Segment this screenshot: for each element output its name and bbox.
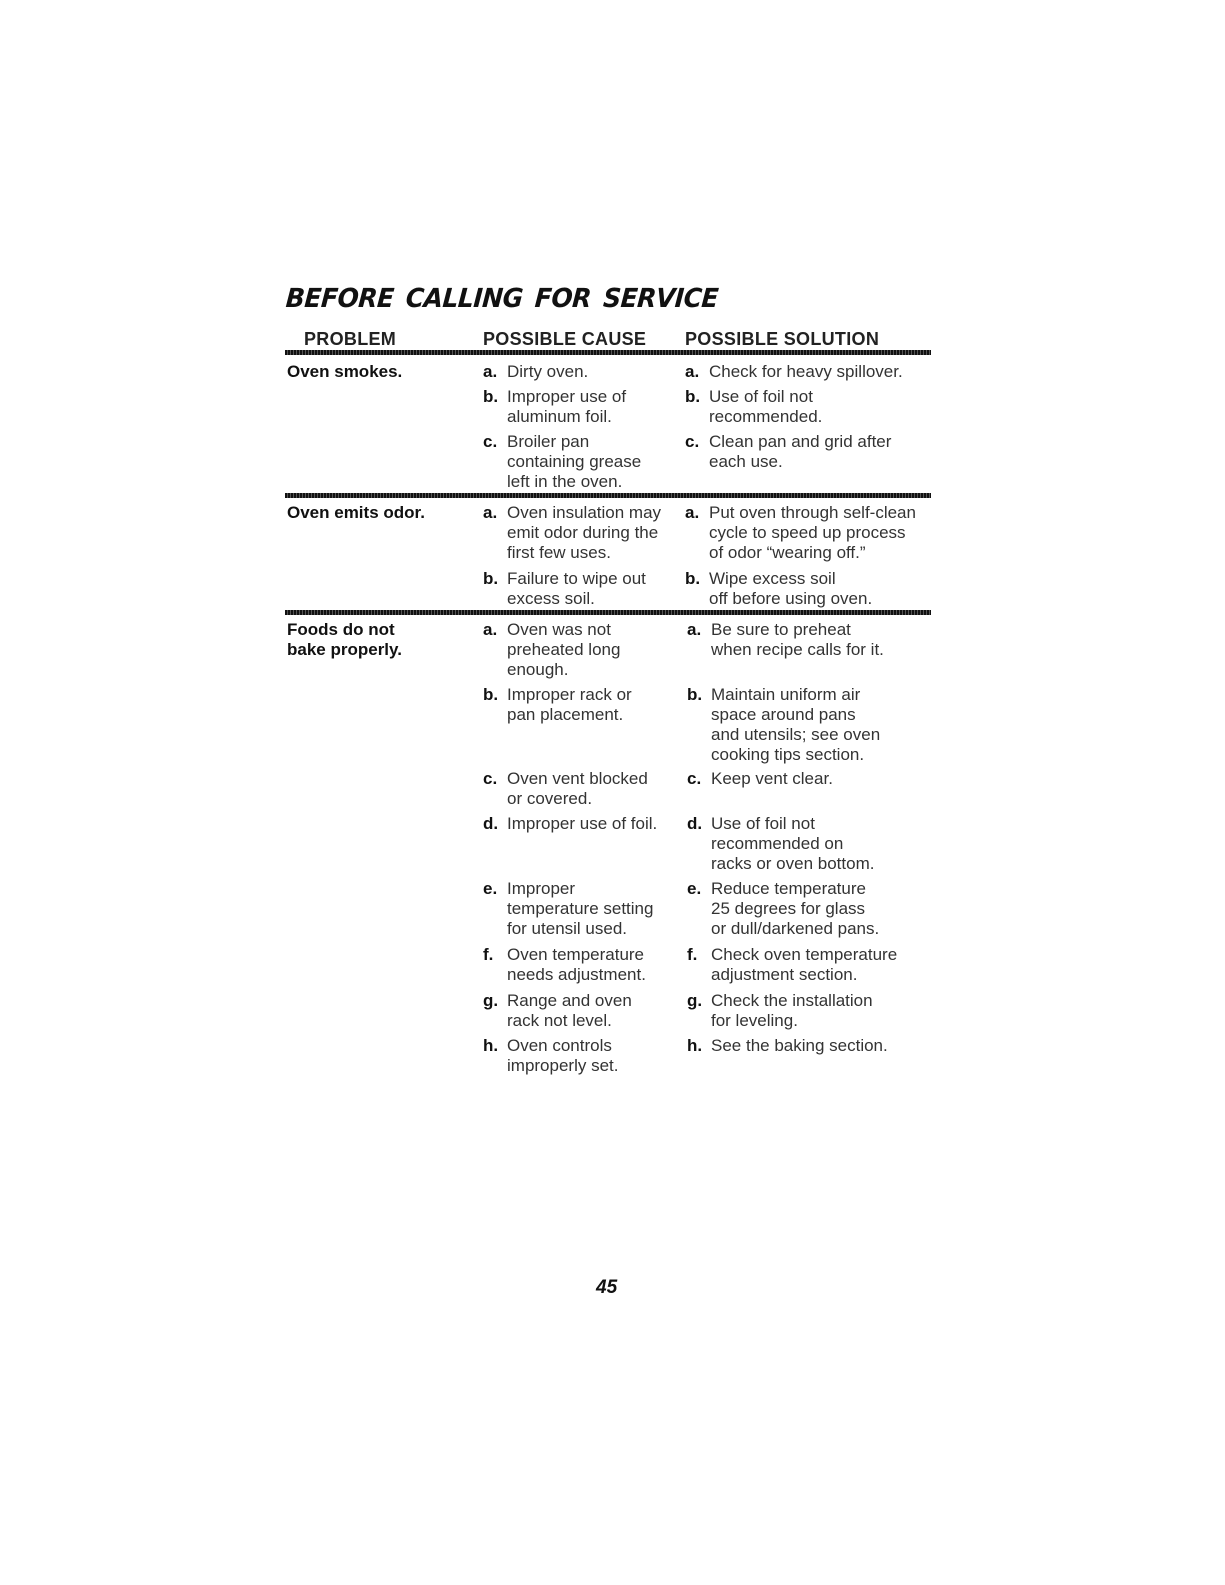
- cause-letter: c.: [483, 769, 498, 788]
- cause-letter: b.: [483, 569, 499, 588]
- cause-text: Broiler pan containing grease left in the oven.: [507, 432, 642, 491]
- solution-text: Use of foil not recommended.: [709, 387, 823, 426]
- solution-text: Use of foil not recommended on racks or oven bottom.: [711, 814, 875, 873]
- solution-text: Reduce temperature 25 degrees for glass or dull/darkened pans.: [711, 879, 880, 938]
- cause-text: Oven controls improperly set.: [507, 1036, 619, 1075]
- solution-letter: b.: [685, 569, 701, 588]
- solution-letter: f.: [687, 945, 698, 964]
- cause-letter: a.: [483, 362, 498, 381]
- cause-letter: h.: [483, 1036, 499, 1055]
- cause-letter: a.: [483, 503, 498, 522]
- cause-letter: c.: [483, 432, 498, 451]
- section-divider: [285, 610, 931, 615]
- solution-text: Wipe excess soil off before using oven.: [709, 569, 873, 608]
- solution-text: See the baking section.: [711, 1036, 888, 1055]
- cause-text: Improper temperature setting for utensil used.: [507, 879, 654, 938]
- section-divider: [285, 493, 931, 498]
- solution-letter: b.: [685, 387, 701, 406]
- solution-letter: e.: [687, 879, 702, 898]
- solution-letter: b.: [687, 685, 703, 704]
- header-divider: [285, 350, 931, 355]
- cause-text: Oven vent blocked or covered.: [507, 769, 648, 808]
- solution-text: Check for heavy spillover.: [709, 362, 903, 381]
- solution-letter: a.: [685, 503, 700, 522]
- cause-letter: e.: [483, 879, 498, 898]
- cause-text: Dirty oven.: [507, 362, 589, 381]
- solution-text: Check oven temperature adjustment section.: [711, 945, 898, 984]
- cause-text: Improper use of foil.: [507, 814, 658, 833]
- header-problem: PROBLEM: [304, 329, 397, 349]
- problem-label: Oven smokes.: [287, 362, 403, 381]
- solution-letter: d.: [687, 814, 703, 833]
- solution-letter: c.: [685, 432, 700, 451]
- cause-text: Improper rack or pan placement.: [507, 685, 632, 724]
- solution-letter: a.: [685, 362, 700, 381]
- solution-letter: a.: [687, 620, 702, 639]
- page-number: 45: [596, 1277, 618, 1298]
- solution-text: Put oven through self-clean cycle to speed up process of odor “wearing off.”: [709, 503, 916, 562]
- solution-letter: g.: [687, 991, 703, 1010]
- cause-text: Range and oven rack not level.: [507, 991, 632, 1030]
- solution-letter: h.: [687, 1036, 703, 1055]
- cause-letter: d.: [483, 814, 499, 833]
- cause-letter: b.: [483, 685, 499, 704]
- solution-text: Check the installation for leveling.: [711, 991, 873, 1030]
- problem-label: Oven emits odor.: [287, 503, 425, 522]
- solution-text: Keep vent clear.: [711, 769, 833, 788]
- cause-text: Oven insulation may emit odor during the first few uses.: [507, 503, 662, 562]
- header-possible-cause: POSSIBLE CAUSE: [483, 329, 647, 349]
- solution-text: Clean pan and grid after each use.: [709, 432, 892, 471]
- header-possible-solution: POSSIBLE SOLUTION: [685, 329, 880, 349]
- solution-text: Maintain uniform air space around pans and utensils; see oven cooking tips section.: [711, 685, 881, 764]
- problem-label: Foods do not bake properly.: [287, 620, 402, 659]
- cause-text: Failure to wipe out excess soil.: [507, 569, 646, 608]
- cause-letter: f.: [483, 945, 494, 964]
- page-title: BEFORE CALLING FOR SERVICE: [284, 283, 720, 314]
- cause-letter: a.: [483, 620, 498, 639]
- solution-letter: c.: [687, 769, 702, 788]
- cause-letter: b.: [483, 387, 499, 406]
- solution-text: Be sure to preheat when recipe calls for it.: [711, 620, 884, 659]
- cause-text: Oven was not preheated long enough.: [507, 620, 621, 679]
- cause-text: Oven temperature needs adjustment.: [507, 945, 646, 984]
- cause-text: Improper use of aluminum foil.: [507, 387, 627, 426]
- cause-letter: g.: [483, 991, 499, 1010]
